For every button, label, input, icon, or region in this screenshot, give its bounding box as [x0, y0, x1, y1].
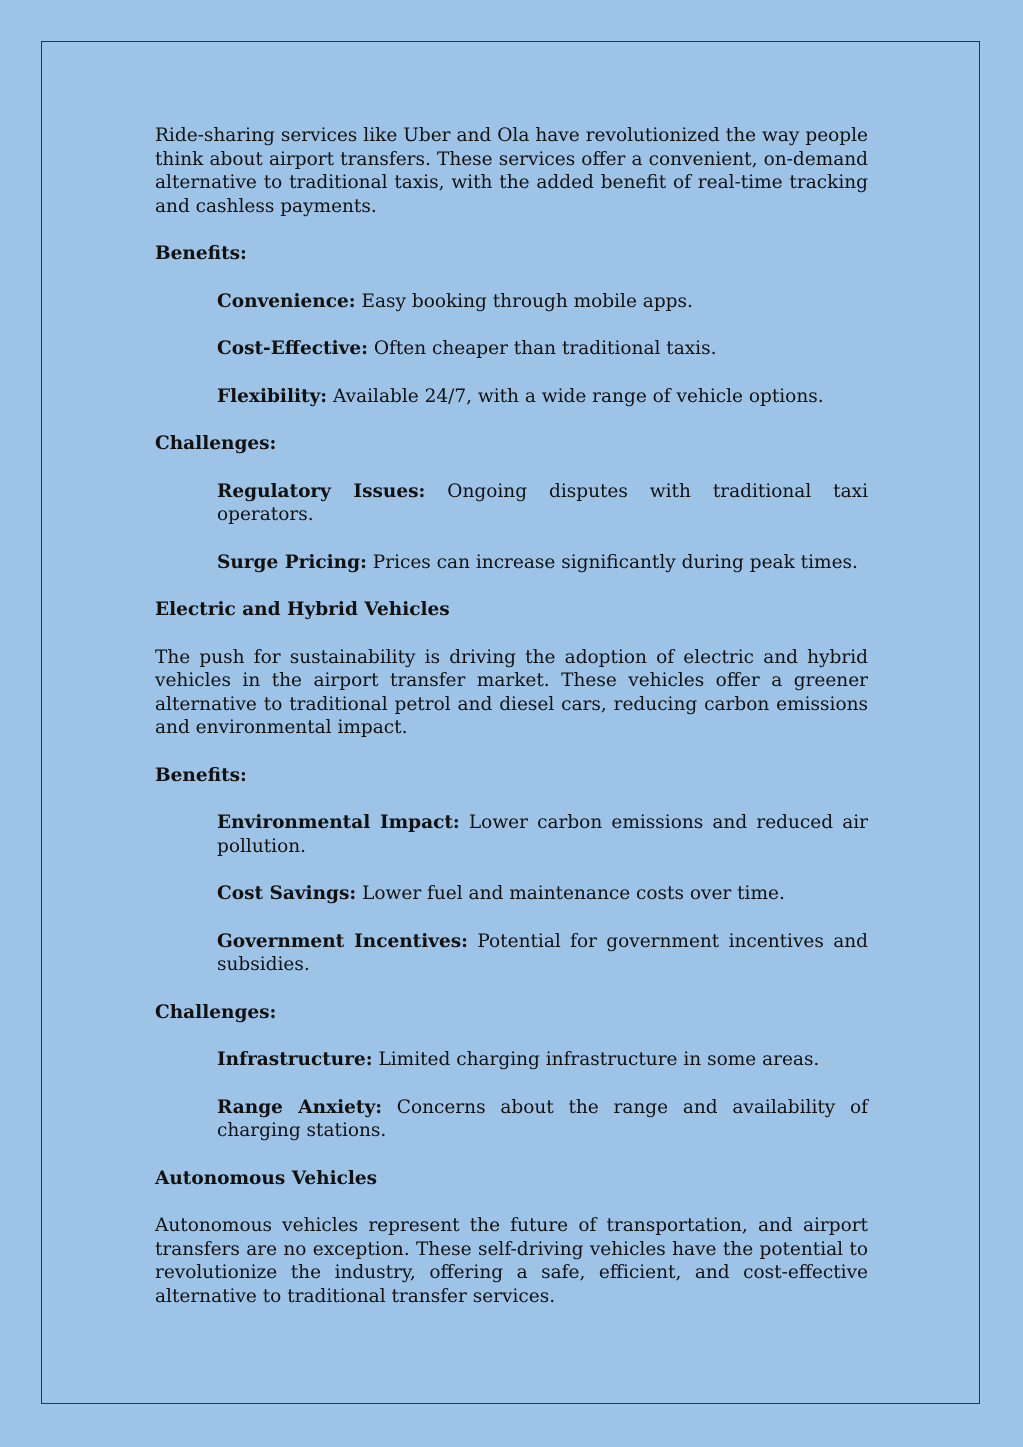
electric-paragraph: The push for sustainability is driving the adoption of electric and hybrid vehicles in the airport transfer market. These vehicles offer a greener alternative to traditional petrol and diesel cars, reducing carbon emissions and environmental impact. — [155, 646, 868, 738]
intro-paragraph: Ride-sharing services like Uber and Ola have revolutionized the way people think about airport transfers. These services offer a convenient, on-demand alternative to traditional taxis, with the added benefit of real-time tracking and cashless payments. — [155, 125, 868, 217]
list-item — [217, 811, 868, 858]
item-text: Easy booking through mobile apps. — [355, 290, 693, 312]
list-item — [217, 290, 868, 314]
item-text: Ongoing disputes with traditional taxi operators. — [217, 480, 868, 525]
item-term: Convenience: — [217, 290, 356, 312]
list-item — [217, 882, 868, 906]
benefits-heading: Benefits: — [155, 764, 247, 786]
item-text: Lower carbon emissions and reduced air pollution. — [217, 812, 868, 857]
list-item — [217, 480, 868, 527]
item-text: Often cheaper than traditional taxis. — [367, 338, 717, 359]
list-item — [217, 551, 868, 575]
item-term: Cost-Effective: — [217, 338, 368, 359]
item-text: Available 24/7, with a wide range of vehicle options. — [327, 385, 824, 407]
item-term: Regulatory Issues: — [217, 480, 426, 502]
item-text: Potential for government incentives and subsidies. — [217, 930, 868, 975]
document-body — [155, 124, 868, 1308]
section-title-electric: Electric and Hybrid Vehicles — [155, 599, 450, 620]
item-term: Infrastructure: — [217, 1049, 373, 1070]
section-title-autonomous: Autonomous Vehicles — [155, 1167, 378, 1189]
item-term: Environmental Impact: — [217, 812, 460, 833]
challenges-heading: Challenges: — [155, 433, 277, 454]
list-item — [217, 385, 868, 409]
item-text: Concerns about the range and availability of charging stations. — [217, 1096, 869, 1141]
benefits-heading: Benefits: — [155, 243, 247, 264]
list-item — [217, 930, 868, 977]
item-term: Surge Pricing: — [217, 551, 367, 573]
item-text: Prices can increase significantly during peak times. — [366, 551, 858, 573]
item-text: Limited charging infrastructure in some areas. — [372, 1049, 820, 1070]
item-term: Government Incentives: — [217, 930, 469, 952]
item-term: Range Anxiety: — [217, 1096, 383, 1118]
list-item — [217, 1048, 868, 1072]
autonomous-paragraph: Autonomous vehicles represent the future of transportation, and airport transfers are no exception. These self-driving vehicles have the potential to revolutionize the industry, offering a safe, efficient, and cost-effective alternative to traditional transfer services. — [155, 1215, 868, 1307]
list-item — [217, 337, 868, 361]
list-item — [217, 1096, 868, 1143]
item-term: Flexibility: — [217, 385, 328, 407]
item-term: Cost Savings: — [217, 883, 357, 904]
item-text: Lower fuel and maintenance costs over time. — [356, 883, 785, 904]
challenges-heading: Challenges: — [155, 1001, 277, 1023]
